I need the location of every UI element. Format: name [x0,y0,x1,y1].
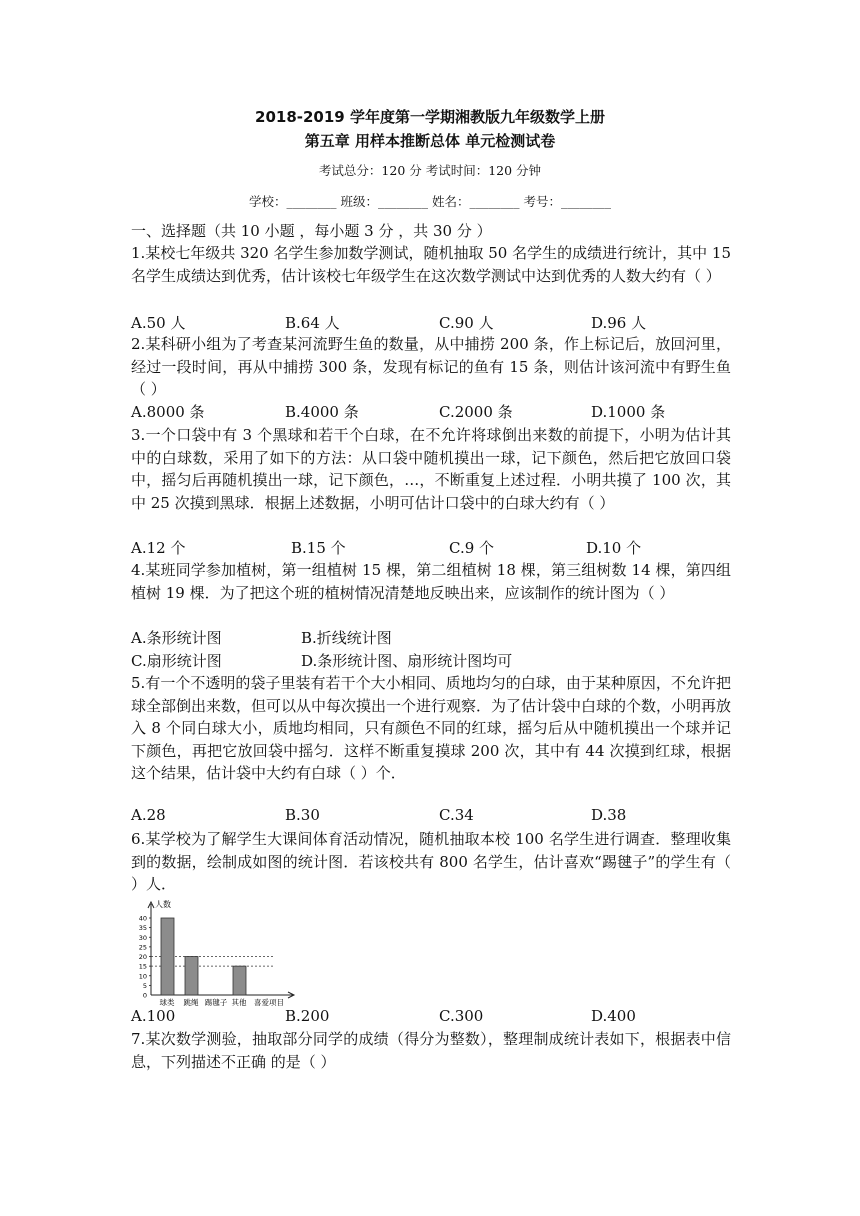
question-3-options [131,537,731,559]
q4-option-c: C.扇形统计图 [131,652,222,670]
q2-option-a: A.8000 条 [131,403,205,421]
q4-option-d: D.条形统计图、扇形统计图均可 [301,652,513,670]
y-tick-label: 40 [138,914,147,923]
q3-option-b: B.15 个 [291,539,346,557]
q1-option-d: D.96 人 [591,314,647,332]
y-tick-label: 0 [142,991,147,1000]
section-heading: 一、选择题（共 10 小题 ，每小题 3 分 ，共 30 分 ） [131,222,492,240]
question-2-stem: 2.某科研小组为了考查某河流野生鱼的数量，从中捕捞 200 条，作上标记后，放回河里，经过一段时间，再从中捕捞 300 条，发现有标记的鱼有 15 条，则估计该河流中有野生鱼（ ） [131,335,731,398]
y-tick-label: 10 [138,972,147,981]
q6-option-d: D.400 [591,1007,636,1025]
question-4-options-row1 [131,627,731,649]
question-5-stem: 5.有一个不透明的袋子里装有若干个大小相同、质地均匀的白球，由于某种原因，不允许把球全部倒出来数，但可以从中每次摸出一个进行观察．为了估计袋中白球的个数，小明再放入 8 个同白球大小，质地均相同，只有颜色不同的红球，摇匀后从中随机摸出一个球并记下颜色，再把它放回袋中摇匀．这样不断重复摸球 200 次，其中有 44 次摸到红球，根据这个结果，估计袋中大约有白球（ ）个． [131,674,732,782]
question-1-stem: 1.某校七年级共 320 名学生参加数学测试，随机抽取 50 名学生的成绩进行统计，其中 15 名学生成绩达到优秀，估计该校七年级学生在这次数学测试中达到优秀的人数大约有（ ） [131,244,731,285]
q5-option-b: B.30 [285,806,320,824]
q5-option-a: A.28 [131,806,166,824]
question-7-stem: 7.某次数学测验，抽取部分同学的成绩（得分为整数），整理制成统计表如下，根据表中信息，下列描述不正确 的是（ ） [131,1030,731,1071]
q1-option-b: B.64 人 [285,314,340,332]
q6-option-b: B.200 [285,1007,330,1025]
question-4-options-row2 [131,650,731,672]
question-6-stem: 6.某学校为了解学生大课间体育活动情况，随机抽取本校 100 名学生进行调查．整理收集到的数据，绘制成如图的统计图．若该校共有 800 名学生，估计喜欢“踢毽子”的学生有（ ）人． [131,830,731,893]
q3-option-c: C.9 个 [449,539,495,557]
y-tick-label: 20 [138,953,147,961]
q5-option-c: C.34 [439,806,474,824]
q3-option-a: A.12 个 [131,539,186,557]
q5-option-d: D.38 [591,806,627,824]
exam-title-line2: 第五章 用样本推断总体 单元检测试卷 [304,132,556,150]
question-4-stem: 4.某班同学参加植树，第一组植树 15 棵，第二组植树 18 棵，第三组树数 14 棵，第四组植树 19 棵．为了把这个班的植树情况清楚地反映出来，应该制作的统计图为（ ） [131,561,731,602]
x-tick-label: 跳绳 [183,998,199,1006]
y-axis-title: 人数 [155,900,171,909]
x-tick-label: 其他 [231,998,247,1006]
x-tick-label: 球类 [159,998,175,1006]
q6-option-a: A.100 [131,1007,176,1025]
question-3-stem: 3.一个口袋中有 3 个黑球和若干个白球，在不允许将球倒出来数的前提下，小明为估计其中的白球数，采用了如下的方法：从口袋中随机摸出一球，记下颜色，然后把它放回口袋中，摇匀后再随机摸出一球，记下颜色，…，不断重复上述过程．小明共摸了 100 次，其中 25 次摸到黑球．根据上述数据，小明可估计口袋中的白球大约有（ ） [131,426,731,512]
student-info: 学校：________ 班级：________ 姓名：________ 考号：________ [249,194,611,209]
bar-球类 [161,918,174,995]
y-tick-label: 15 [138,962,147,971]
q3-option-d: D.10 个 [586,539,642,557]
q2-option-b: B.4000 条 [285,403,359,421]
bar-chart [125,896,305,1006]
x-axis-title: 喜爱项目 [254,998,284,1006]
x-tick-label: 踢毽子 [204,998,228,1006]
exam-info: 考试总分：120 分 考试时间：120 分钟 [318,163,542,178]
q4-option-a: A.条形统计图 [131,629,222,647]
y-tick-label: 30 [138,933,147,942]
q2-option-d: D.1000 条 [591,403,666,421]
y-tick-label: 25 [138,943,147,952]
y-tick-label: 5 [142,981,147,990]
q6-option-c: C.300 [439,1007,484,1025]
q4-option-b: B.折线统计图 [301,629,392,647]
q2-option-c: C.2000 条 [439,403,513,421]
bar-跳绳 [185,957,198,996]
bar-其他 [233,966,246,995]
question-6-options [131,1007,731,1029]
question-2-options [131,401,731,423]
question-1-options [131,312,731,334]
exam-title-line1: 2018-2019 学年度第一学期湘教版九年级数学上册 [255,108,605,126]
q1-option-c: C.90 人 [439,314,494,332]
y-tick-label: 35 [138,924,147,933]
question-5-options [131,806,731,828]
q1-option-a: A.50 人 [131,314,186,332]
